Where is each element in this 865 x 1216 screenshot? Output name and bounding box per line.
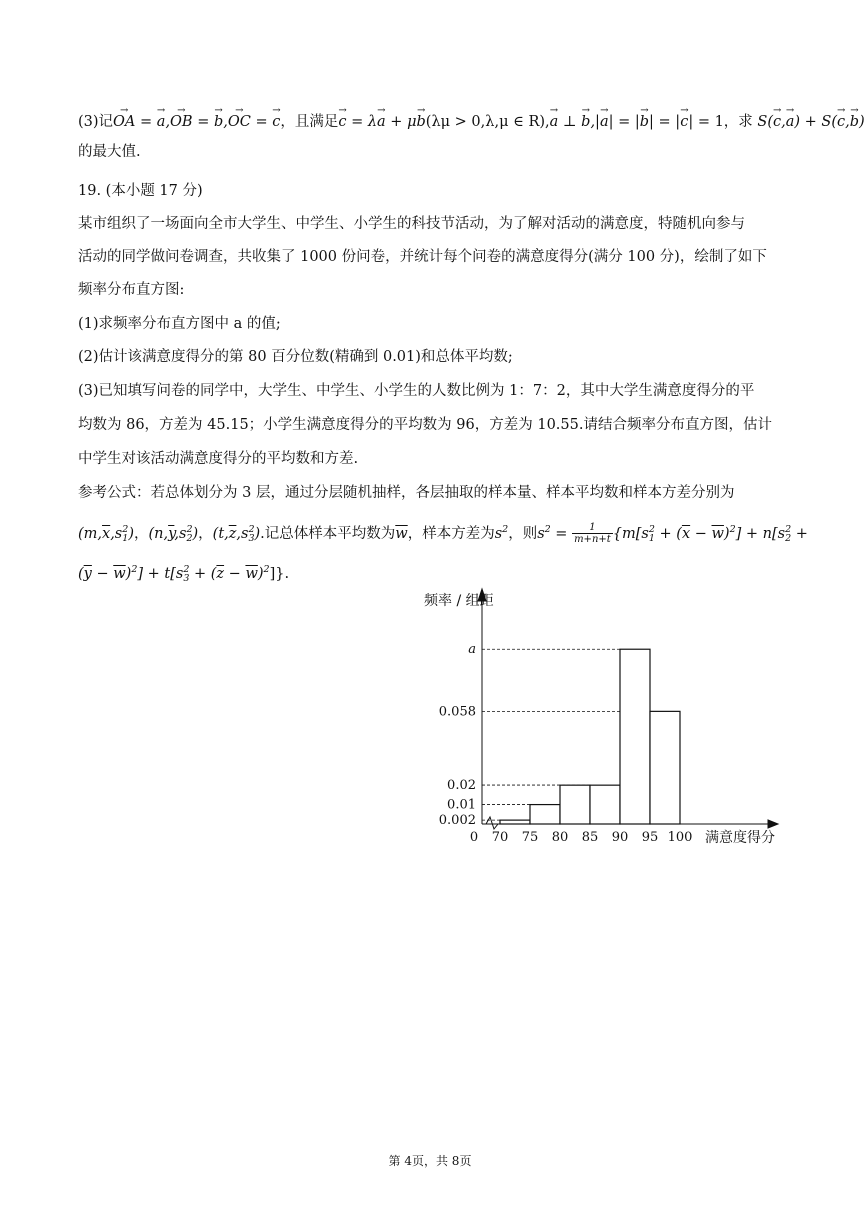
q19-intro-line1: 某市组织了一场面向全市大学生、中学生、小学生的科技节活动，为了解对活动的满意度，特随机向参与: [78, 216, 745, 232]
histogram-bar-75-80: [530, 805, 560, 824]
q19-intro-line3: 频率分布直方图:: [78, 282, 185, 298]
frequency-histogram: [420, 585, 800, 855]
reference-formula-line3: $(\overline{y} - \overline{w})^2] + t[s2$ $3 + (\overline{z} - \overline{w})^2$]}.: [78, 563, 290, 584]
x-tick-label: 90: [611, 830, 629, 845]
reference-formula-intro: 参考公式：若总体划分为 3 层，通过分层随机抽样，各层抽取的样本量、样本平均数和样本方差分别为: [78, 485, 735, 501]
x-tick-label: 100: [667, 830, 693, 845]
histogram-bar-85-90: [590, 785, 620, 824]
y-tick-label: 0.02: [447, 778, 476, 794]
q19-part3-line3: 中学生对该活动满意度得分的平均数和方差.: [78, 451, 359, 467]
y-tick-label: 0.01: [447, 797, 476, 813]
q19-part2: (2)估计该满意度得分的第 80 百分位数(精确到 0.01)和总体平均数;: [78, 349, 513, 365]
histogram-bar-95-100: [650, 711, 680, 824]
reference-formula-line2: ($m,\overline{x},s2$ 1)，($n,\overline{y},s2$ 2)，($t,\overline{z},s2$ 3).记总体样本平均数为$\overline{w}$，样本方差为$s^2$，则$s^2$ = $\frac{1}{m+n+t}$ {m[s2 $1 + (\overline{x} - \overline{w})^2] + n[s2$ 2 +: [78, 522, 808, 546]
page-footer: 第 4页，共 8页: [388, 1154, 472, 1168]
x-tick-label: 85: [581, 830, 599, 845]
axis-break-mark: [486, 817, 498, 829]
x-tick-label: 95: [641, 830, 659, 845]
x-axis-arrow: [768, 820, 778, 828]
q19-part3-line2: 均数为 86，方差为 45.15；小学生满意度得分的平均数为 96，方差为 10.55.请结合频率分布直方图，估计: [78, 417, 772, 433]
y-tick-label: 0.002: [438, 813, 476, 829]
q19-intro-line2: 活动的同学做问卷调查，共收集了 1000 份问卷，并统计每个问卷的满意度得分(满分 100 分)，绘制了如下: [78, 249, 767, 265]
histogram-bar-90-95: [620, 649, 650, 824]
q19-header: 19. (本小题 17 分): [78, 183, 203, 199]
histogram-bar-70-75: [500, 820, 530, 824]
q18-part3-line1: (3)记→ OA = → a,→ OB = → b,→ OC = → c，且满足→ c = λ→ a + μ→ b(λμ > 0,λ,μ ∈ R),→ a ⊥ → b,|→ a| = |→ b| = |→ c| = 1，求 S(→ c,→ a) + S(→ c,→ b): [78, 112, 865, 132]
histogram-bar-80-85: [560, 785, 590, 824]
y-tick-label: 0.058: [438, 704, 476, 720]
q19-part1: (1)求频率分布直方图中 a 的值;: [78, 316, 281, 332]
q19-part3-line1: (3)已知填写问卷的同学中，大学生、中学生、小学生的人数比例为 1：7：2，其中大学生满意度得分的平: [78, 383, 755, 399]
x-tick-label: 70: [491, 830, 509, 845]
x-tick-label: 80: [551, 830, 569, 845]
x-tick-label: 75: [521, 830, 539, 845]
q18-part3-line2: 的最大值.: [78, 144, 141, 160]
y-tick-label: a: [468, 642, 476, 658]
x-axis-title: 满意度得分: [705, 830, 775, 846]
x-tick-label: 0: [469, 830, 479, 845]
y-axis-title: 频率 / 组距: [424, 593, 494, 609]
